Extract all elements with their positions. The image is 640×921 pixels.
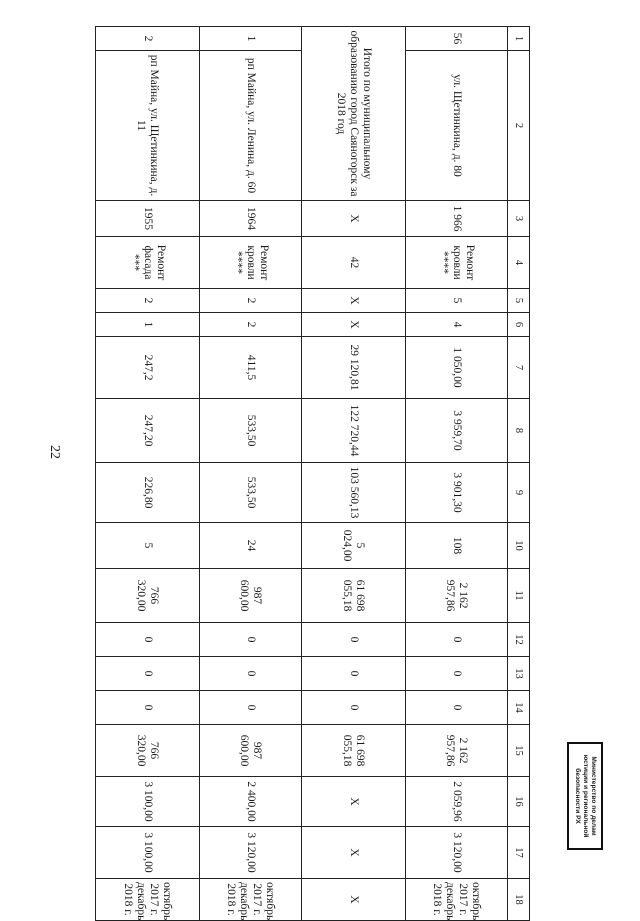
- col-num: 16: [508, 777, 530, 827]
- table-cell: 0: [302, 623, 406, 657]
- table-cell: 3 959,70: [406, 399, 508, 463]
- table-cell: X: [302, 879, 406, 921]
- table-cell: Ремонт кровли ****: [200, 237, 302, 289]
- table-cell: 0: [302, 691, 406, 725]
- table-cell: 2 400,00: [200, 777, 302, 827]
- table-cell: X: [302, 201, 406, 237]
- col-num: 14: [508, 691, 530, 725]
- stamp-text: Министерство по делам юстиции и региональной безопасности РХ: [574, 754, 597, 838]
- table-cell: октябрь 2017 г. декабрь 2018 г.: [96, 879, 200, 921]
- col-num: 13: [508, 657, 530, 691]
- col-num: 5: [508, 289, 530, 313]
- col-num: 9: [508, 463, 530, 523]
- col-num: 6: [508, 313, 530, 337]
- repair-plan-table: [95, 26, 530, 921]
- table-cell: 0: [96, 623, 200, 657]
- col-num: 11: [508, 569, 530, 623]
- table-cell: 56: [406, 27, 508, 51]
- col-num: 17: [508, 827, 530, 879]
- table-cell: 29 120,81: [302, 337, 406, 399]
- table-cell: 3 100,00: [96, 827, 200, 879]
- table-cell: 1: [96, 313, 200, 337]
- table-cell: 247,20: [96, 399, 200, 463]
- col-num: 10: [508, 523, 530, 569]
- table-cell: 0: [406, 691, 508, 725]
- table-cell: 0: [200, 657, 302, 691]
- table-cell: рп Майна, ул. Щетинкина, д. 11: [96, 51, 200, 201]
- table-cell: 103 560,13: [302, 463, 406, 523]
- table-cell: 61 698 055,18: [302, 569, 406, 623]
- table-cell: Итого по муниципальному образованию город Саяногорск за 2018 год: [302, 27, 406, 201]
- table-cell: 1955: [96, 201, 200, 237]
- table-cell: 5: [96, 523, 200, 569]
- col-num: 8: [508, 399, 530, 463]
- table-cell: 3 100,00: [96, 777, 200, 827]
- col-num: 15: [508, 725, 530, 777]
- table-cell: 2 059,96: [406, 777, 508, 827]
- table-cell: 247,2: [96, 337, 200, 399]
- table-cell: 533,50: [200, 399, 302, 463]
- table-cell: X: [302, 313, 406, 337]
- table-cell: 2: [200, 289, 302, 313]
- table-cell: 766 320,00: [96, 569, 200, 623]
- table-cell: 0: [406, 657, 508, 691]
- table-cell: 0: [200, 623, 302, 657]
- table-cell: ул. Щетинкина, д. 80: [406, 51, 508, 201]
- table-cell: 533,50: [200, 463, 302, 523]
- table-cell: октябрь 2017 г. декабрь 2018 г.: [200, 879, 302, 921]
- table-cell: 2 162 957,86: [406, 569, 508, 623]
- col-num: 18: [508, 879, 530, 921]
- table-row: [200, 27, 302, 921]
- table-cell: 411,5: [200, 337, 302, 399]
- col-num: 12: [508, 623, 530, 657]
- table-cell: 0: [406, 623, 508, 657]
- document-table-container: [96, 26, 530, 921]
- table-cell: 2 162 957,86: [406, 725, 508, 777]
- page-number: 22: [47, 445, 62, 459]
- table-cell: X: [302, 827, 406, 879]
- table-cell: X: [302, 289, 406, 313]
- col-num: 4: [508, 237, 530, 289]
- col-num: 1: [508, 27, 530, 51]
- table-cell: 2: [200, 313, 302, 337]
- table-cell: 4: [406, 313, 508, 337]
- table-cell: 108: [406, 523, 508, 569]
- table-cell: 24: [200, 523, 302, 569]
- table-cell: Ремонт фасада ***: [96, 237, 200, 289]
- table-row: [406, 27, 508, 921]
- table-cell: 226,80: [96, 463, 200, 523]
- col-num: 2: [508, 51, 530, 201]
- table-cell: 1 966: [406, 201, 508, 237]
- table-cell: 5: [406, 289, 508, 313]
- table-cell: рп Майна, ул. Ленина, д. 60: [200, 51, 302, 201]
- ministry-stamp: [567, 742, 603, 850]
- table-cell: 0: [200, 691, 302, 725]
- table-cell: 987 600,00: [200, 569, 302, 623]
- table-cell: октябрь 2017 г. декабрь 2018 г.: [406, 879, 508, 921]
- table-cell: 3 901,30: [406, 463, 508, 523]
- table-cell: X: [302, 777, 406, 827]
- table-cell: 0: [302, 657, 406, 691]
- table-cell: 61 698 055,18: [302, 725, 406, 777]
- table-cell: Ремонт кровли ****: [406, 237, 508, 289]
- col-num: 7: [508, 337, 530, 399]
- table-cell: 3 120,00: [406, 827, 508, 879]
- table-cell: 0: [96, 691, 200, 725]
- table-cell: 2: [96, 27, 200, 51]
- table-cell: 5 024,00: [302, 523, 406, 569]
- table-cell: 0: [96, 657, 200, 691]
- table-cell: 2: [96, 289, 200, 313]
- col-num: 3: [508, 201, 530, 237]
- table-cell: 1964: [200, 201, 302, 237]
- table-cell: 987 600,00: [200, 725, 302, 777]
- table-cell: 122 720,44: [302, 399, 406, 463]
- table-cell: 766 320,00: [96, 725, 200, 777]
- table-cell: 1: [200, 27, 302, 51]
- table-row: [96, 27, 200, 921]
- table-row-total: [302, 27, 406, 921]
- table-cell: 1 050,00: [406, 337, 508, 399]
- column-number-row: [508, 27, 530, 921]
- table-cell: 3 120,00: [200, 827, 302, 879]
- table-cell: 42: [302, 237, 406, 289]
